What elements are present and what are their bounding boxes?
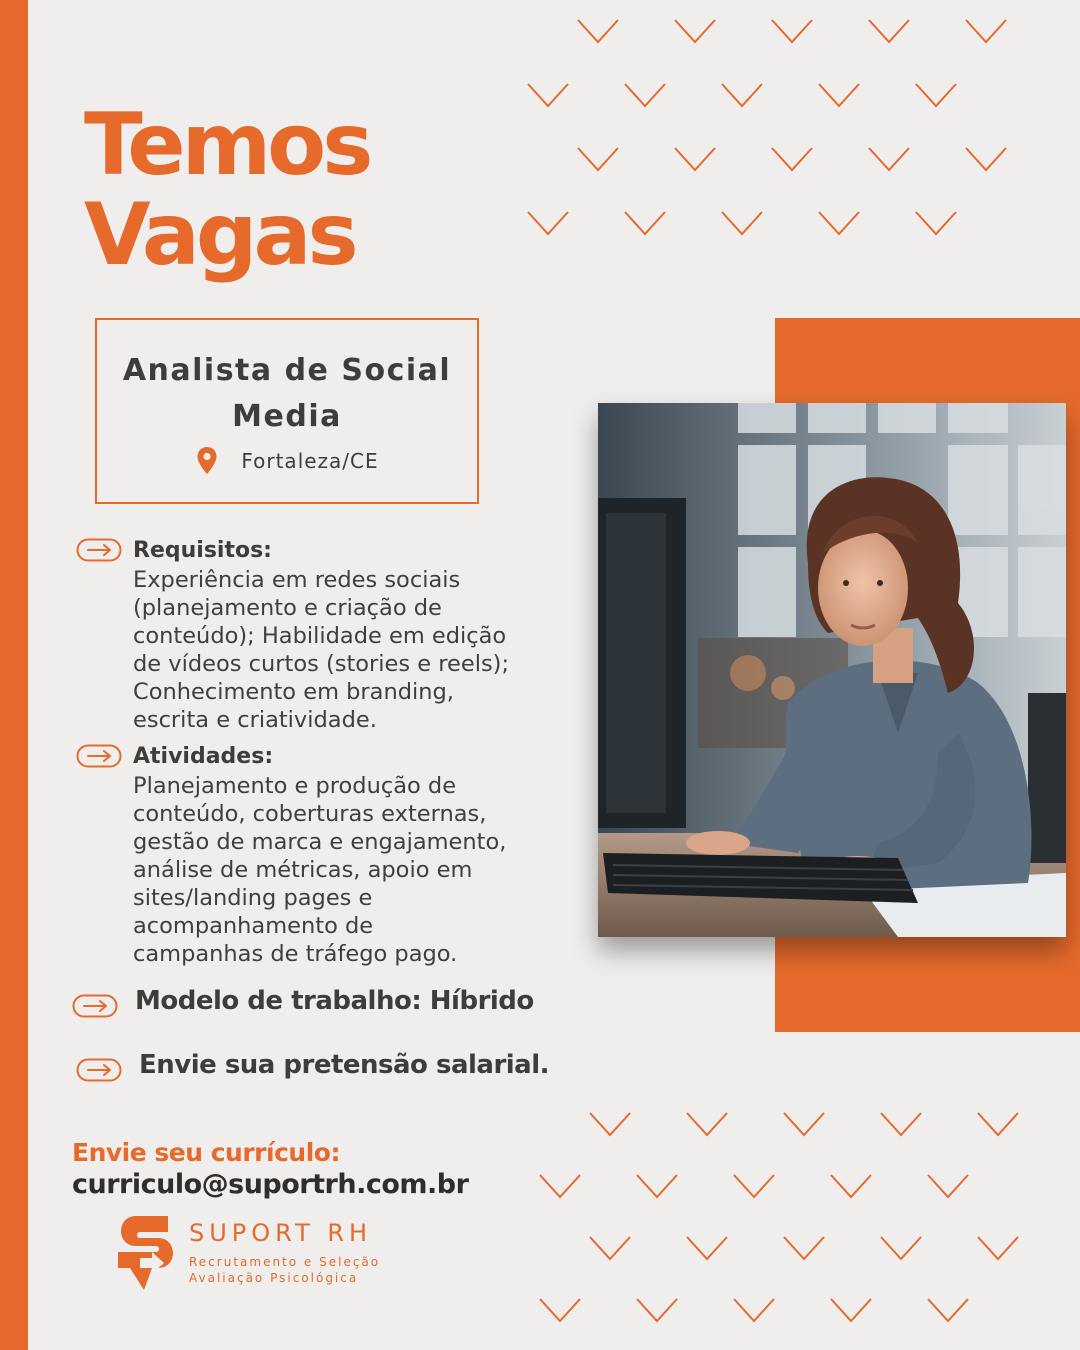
logo-subtitle: [189, 1254, 380, 1286]
chevron-shape: [966, 148, 1006, 170]
chevron-shape: [831, 1299, 871, 1321]
chevron-pattern-top: [520, 10, 1080, 250]
arrow-right-icon: [76, 538, 122, 562]
chevron-shape: [928, 1299, 968, 1321]
job-title: Analista de Social Media: [122, 353, 452, 434]
chevron-shape: [928, 1175, 968, 1197]
headline-line-2: Vagas: [84, 185, 355, 285]
chevron-shape: [540, 1299, 580, 1321]
chevron-shape: [734, 1175, 774, 1197]
chevron-shape: [687, 1113, 727, 1135]
chevron-shape: [869, 20, 909, 42]
chevron-shape: [528, 212, 568, 234]
chevron-shape: [722, 84, 762, 106]
logo-subtitle-line-1: Recrutamento e Seleção: [189, 1255, 381, 1269]
chevron-shape: [772, 20, 812, 42]
map-pin-icon: [195, 446, 219, 476]
office-photo: [598, 403, 1066, 937]
chevron-shape: [540, 1175, 580, 1197]
job-location-text: Fortaleza/CE: [241, 449, 379, 473]
suport-rh-logo: [118, 1216, 381, 1294]
chevron-shape: [819, 212, 859, 234]
contact-block: [72, 1138, 468, 1200]
salary-note-text: Envie sua pretensão salarial.: [139, 1050, 550, 1080]
chevron-shape: [687, 1237, 727, 1259]
chevron-shape: [675, 148, 715, 170]
chevron-shape: [978, 1113, 1018, 1135]
chevron-shape: [722, 212, 762, 234]
chevron-shape: [675, 20, 715, 42]
chevron-shape: [625, 84, 665, 106]
chevron-shape: [578, 148, 618, 170]
chevron-shape: [625, 212, 665, 234]
chevron-shape: [590, 1237, 630, 1259]
woman-at-computer-illustration: [598, 403, 1066, 937]
chevron-shape: [784, 1237, 824, 1259]
chevron-shape: [881, 1237, 921, 1259]
contact-label: Envie seu currículo:: [72, 1138, 340, 1167]
headline-line-1: Temos: [84, 95, 370, 195]
contact-email[interactable]: curriculo@suportrh.com.br: [72, 1169, 469, 1200]
chevron-shape: [578, 20, 618, 42]
chevron-shape: [869, 148, 909, 170]
chevron-shape: [916, 212, 956, 234]
suport-rh-s-icon: [118, 1216, 178, 1290]
section-title: Requisitos:: [133, 538, 272, 563]
chevron-shape: [637, 1299, 677, 1321]
chevron-shape: [819, 84, 859, 106]
job-location: [97, 446, 477, 476]
chevron-shape: [784, 1113, 824, 1135]
arrow-right-icon: [76, 744, 122, 768]
chevron-shape: [978, 1237, 1018, 1259]
work-model-text: Modelo de trabalho: Híbrido: [135, 986, 534, 1016]
chevron-shape: [590, 1113, 630, 1135]
chevron-shape: [637, 1175, 677, 1197]
chevron-shape: [916, 84, 956, 106]
chevron-shape: [831, 1175, 871, 1197]
chevron-pattern-bottom: [530, 1105, 1080, 1350]
logo-subtitle-line-2: Avaliação Psicológica: [189, 1271, 359, 1285]
logo-name: SUPORT RH: [189, 1219, 373, 1247]
chevron-shape: [772, 148, 812, 170]
section-text: Experiência em redes sociais (planejamento e criação de conteúdo); Habilidade em edição de vídeos curtos (stories e reels); Conhecimento em branding, escrita e criatividade.: [133, 567, 510, 733]
chevron-shape: [881, 1113, 921, 1135]
arrow-right-icon: [76, 1058, 122, 1082]
left-accent-bar: [0, 0, 28, 1350]
section-text: Planejamento e produção de conteúdo, coberturas externas, gestão de marca e engajamento, análise de métricas, apoio em sites/landing pages e acompanhamento de campanhas de tráfego pago.: [133, 773, 507, 967]
section-title: Atividades:: [133, 744, 274, 769]
job-card: [95, 318, 479, 504]
chevron-shape: [528, 84, 568, 106]
chevron-shape: [734, 1299, 774, 1321]
chevron-shape: [966, 20, 1006, 42]
arrow-right-icon: [72, 994, 118, 1018]
headline: [84, 95, 370, 285]
